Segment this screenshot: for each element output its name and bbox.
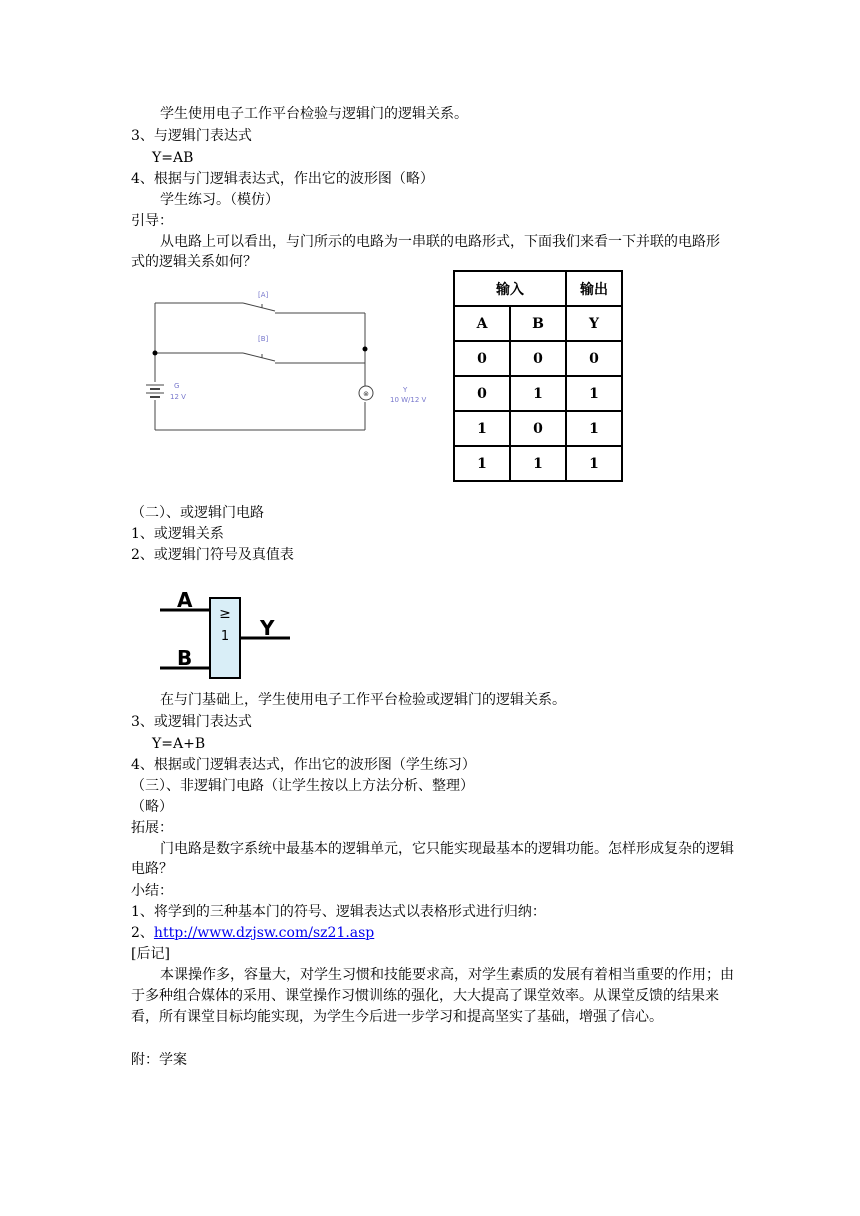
cell: 1 <box>454 446 510 481</box>
junction-dot <box>153 351 158 356</box>
junction-dot <box>363 347 368 352</box>
cell: 0 <box>454 341 510 376</box>
text-line: 2、或逻辑门符号及真值表 <box>131 547 294 563</box>
cell: 0 <box>510 341 566 376</box>
cell: 1 <box>566 411 622 446</box>
cell: 0 <box>510 411 566 446</box>
text-line: 1、或逻辑关系 <box>131 526 224 542</box>
text-line: （略） <box>131 799 173 815</box>
text-line: 学生练习。（模仿） <box>160 192 279 208</box>
link-line <box>131 923 374 943</box>
battery-icon <box>145 382 165 400</box>
lamp-icon <box>359 386 373 402</box>
text-line: 附：学案 <box>131 1052 187 1068</box>
input-a-label: A <box>177 588 193 612</box>
paragraph: 门电路是数字系统中最基本的逻辑单元，它只能实现最基本的逻辑功能。怎样形成复杂的逻辑电路？ <box>131 841 734 877</box>
lamp-value: 10 W/12 V <box>390 396 427 404</box>
text-line: 小结： <box>131 883 173 899</box>
parallel-circuit-diagram <box>140 285 440 440</box>
text-line: 4、根据或门逻辑表达式，作出它的波形图（学生练习） <box>131 757 476 773</box>
battery-name: G <box>174 382 180 390</box>
or-gate-symbol <box>155 588 295 683</box>
gate-symbol-bottom: 1 <box>220 629 230 644</box>
text-line: 学生使用电子工作平台检验与逻辑门的逻辑关系。 <box>160 106 468 122</box>
cell: 0 <box>566 341 622 376</box>
battery-value: 12 V <box>170 393 186 401</box>
table-row <box>454 446 622 481</box>
expression-and: Y=AB <box>152 150 194 166</box>
switch-a-label: [A] <box>258 291 269 299</box>
text-line: 4、根据与门逻辑表达式，作出它的波形图（略） <box>131 171 434 187</box>
paragraph: 从电路上可以看出，与门所示的电路为一串联的电路形式，下面我们来看一下并联的电路形式的逻辑关系如何？ <box>131 234 720 270</box>
paragraph: 本课操作多，容量大，对学生习惯和技能要求高，对学生素质的发展有着相当重要的作用；由于多种组合媒体的采用、课堂操作习惯训练的强化，大大提高了课堂效率。从课堂反馈的结果来看，所有课堂目标均能实现，为学生今后进一步学习和提高坚实了基础，增强了信心。 <box>131 967 734 1025</box>
link-prefix: 2、 <box>131 925 154 941</box>
lamp-name: Y <box>403 386 408 394</box>
cell: 0 <box>454 376 510 411</box>
table-row <box>454 376 622 411</box>
text-line: 1、将学到的三种基本门的符号、逻辑表达式以表格形式进行归纳： <box>131 904 546 920</box>
header-input: 输入 <box>454 271 566 306</box>
expression-or: Y=A+B <box>152 736 206 752</box>
text-line: 3、与逻辑门表达式 <box>131 128 252 144</box>
text-line: 在与门基础上，学生使用电子工作平台检验或逻辑门的逻辑关系。 <box>160 692 566 708</box>
col-a: A <box>454 306 510 341</box>
cell: 1 <box>510 446 566 481</box>
text-line: 3、或逻辑门表达式 <box>131 714 252 730</box>
or-truth-table <box>453 270 623 482</box>
text-line: [后记] <box>131 946 170 962</box>
table-row <box>454 341 622 376</box>
section-heading: （三）、非逻辑门电路（让学生按以上方法分析、整理） <box>131 778 474 794</box>
output-y-label: Y <box>260 616 275 640</box>
text-line: 引导： <box>131 213 173 229</box>
svg-text:⊗: ⊗ <box>363 390 369 398</box>
cell: 1 <box>566 446 622 481</box>
input-b-label: B <box>177 646 193 670</box>
switch-b-label: [B] <box>258 335 269 343</box>
table-row <box>454 411 622 446</box>
col-y: Y <box>566 306 622 341</box>
section-heading: （二）、或逻辑门电路 <box>131 505 264 521</box>
reference-link[interactable]: http://www.dzjsw.com/sz21.asp <box>153 925 375 941</box>
text-line: 拓展： <box>131 820 173 836</box>
col-b: B <box>510 306 566 341</box>
cell: 1 <box>454 411 510 446</box>
gate-symbol-top: ≥ <box>219 606 231 622</box>
cell: 1 <box>566 376 622 411</box>
cell: 1 <box>510 376 566 411</box>
header-output: 输出 <box>566 271 622 306</box>
